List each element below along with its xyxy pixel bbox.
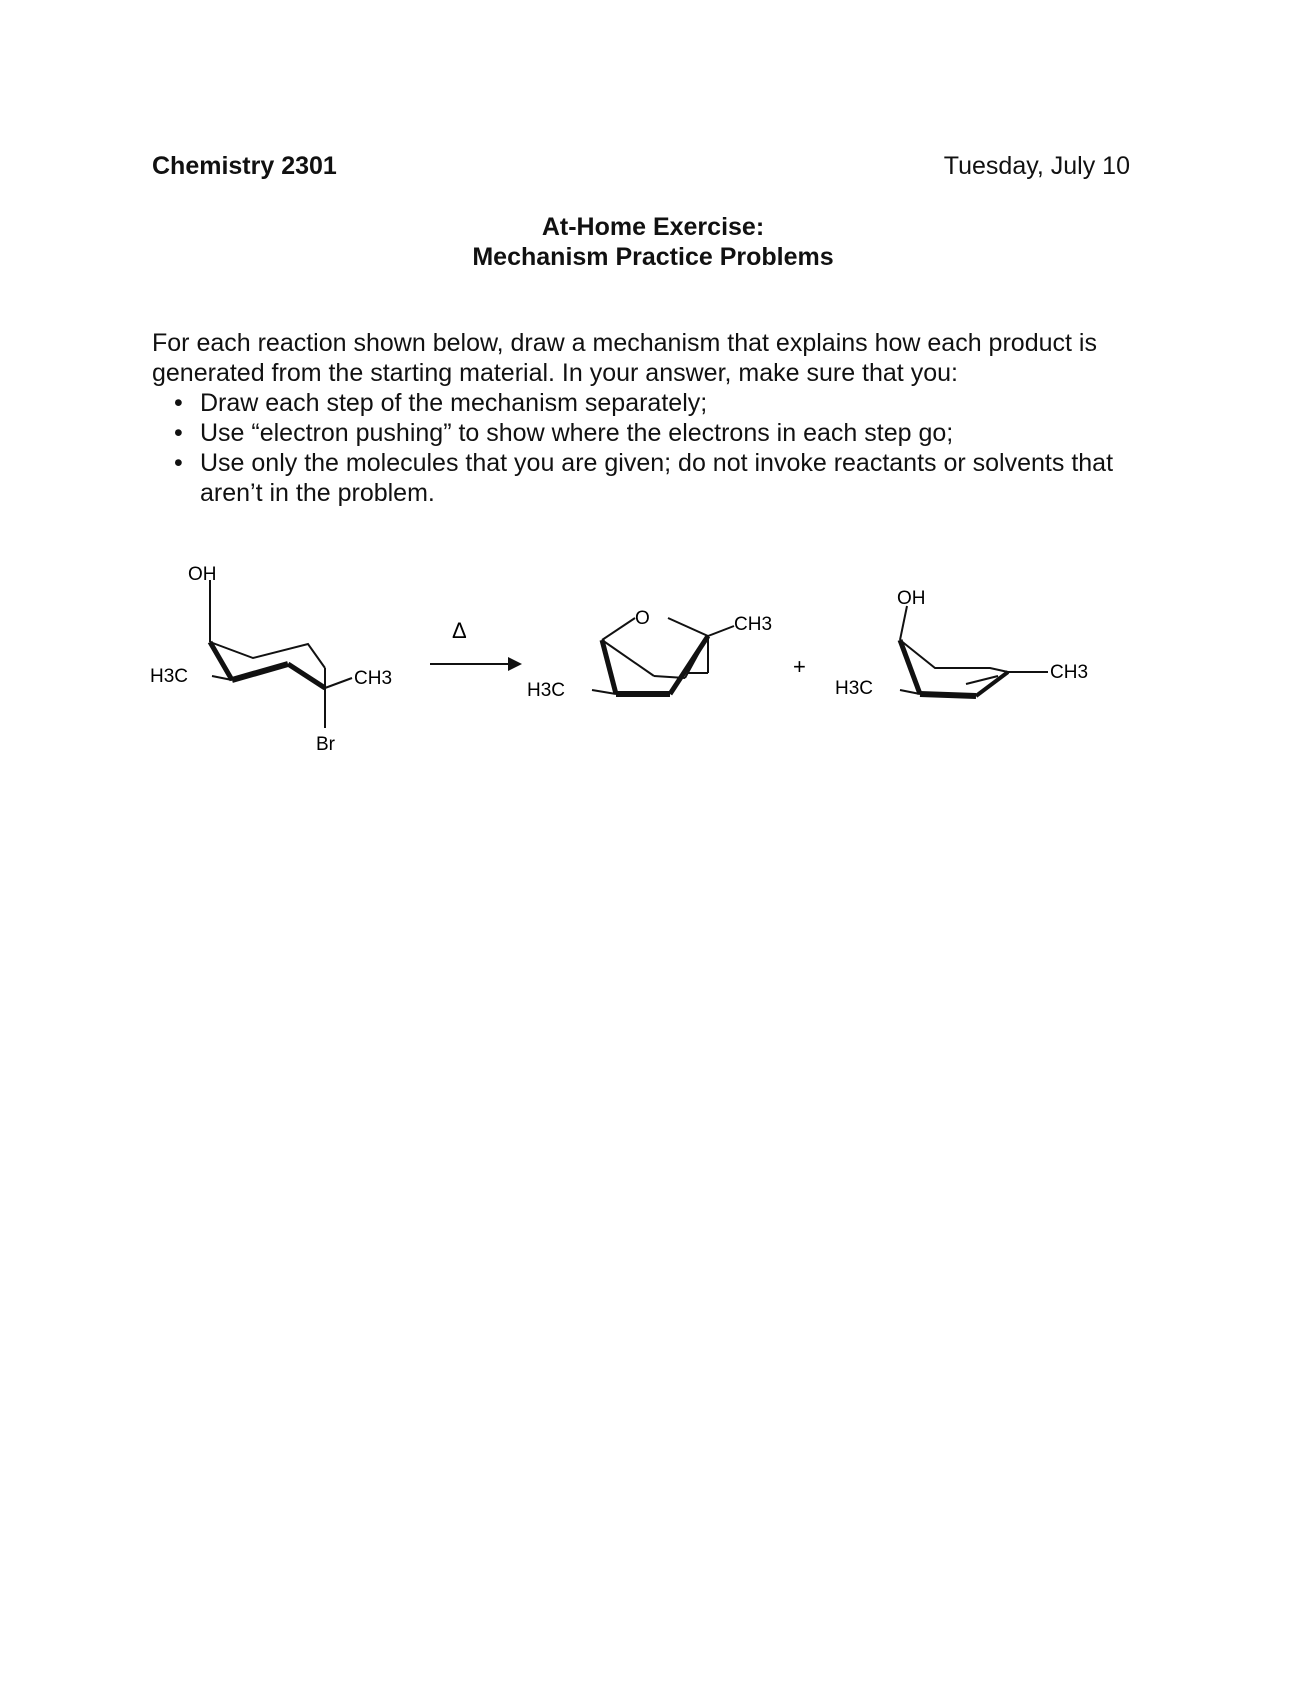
- list-item: [152, 448, 1152, 508]
- chair-front-wedge-right: [288, 664, 325, 688]
- product2-ch3-label: CH3: [1050, 662, 1089, 683]
- title-line-1: At-Home Exercise:: [541, 213, 765, 241]
- bullet-text: Use “electron pushing” to show where the electrons in each step go;: [200, 419, 954, 447]
- reactant-structure: [210, 580, 352, 728]
- ring-back-edge: [900, 640, 1008, 672]
- course-name: Chemistry 2301: [152, 152, 337, 180]
- wedge-right: [976, 672, 1008, 696]
- title-line-2: Mechanism Practice Problems: [472, 243, 834, 271]
- bullet-text: Use only the molecules that you are given; do not invoke reactants or solvents that: [200, 449, 1114, 477]
- heat-symbol: Δ: [452, 618, 467, 643]
- chair-front-wedge-left: [210, 642, 232, 680]
- c-ch3-right-bond: [325, 678, 352, 688]
- instructions: [152, 328, 1152, 508]
- product1-ch3-label: CH3: [734, 614, 773, 635]
- arrow-head-icon: [508, 657, 522, 671]
- wedge-right: [670, 636, 708, 694]
- product1-structure: [592, 618, 734, 694]
- chair-back-edge: [210, 642, 325, 668]
- bullet-icon: •: [174, 449, 183, 477]
- product1-o-label: O: [635, 608, 650, 629]
- intro-line-2: generated from the starting material. In your answer, make sure that you:: [152, 359, 958, 387]
- product1-h3c-label: H3C: [527, 680, 566, 701]
- reactant-oh-label: OH: [188, 564, 217, 585]
- bullet-text: Draw each step of the mechanism separately;: [200, 389, 708, 417]
- reactant-ch3-label: CH3: [354, 668, 393, 689]
- product2-structure: [900, 606, 1048, 696]
- o-bond-right: [668, 618, 708, 636]
- c-ch3-bond: [708, 626, 734, 636]
- bullet-icon: •: [174, 389, 183, 417]
- intro-line-1: For each reaction shown below, draw a mechanism that explains how each product is: [152, 329, 1097, 357]
- reactant-h3c-label: H3C: [150, 666, 189, 687]
- list-item: [152, 418, 1152, 448]
- page-title: [0, 212, 1306, 272]
- c-h3c-bond: [592, 690, 616, 694]
- reaction-scheme: [130, 560, 1190, 760]
- plus-sign: +: [793, 654, 806, 679]
- assignment-date: Tuesday, July 10: [943, 152, 1130, 180]
- c-oh-bond: [900, 606, 907, 640]
- chair-front-bold: [232, 664, 288, 680]
- bullet-icon: •: [174, 419, 183, 447]
- instruction-list: [152, 388, 1152, 508]
- o-bond-left: [602, 618, 635, 640]
- product2-h3c-label: H3C: [835, 678, 874, 699]
- product2-oh-label: OH: [897, 588, 926, 609]
- bullet-text-continued: aren’t in the problem.: [200, 479, 435, 507]
- list-item: [152, 388, 1152, 418]
- reactant-br-label: Br: [316, 734, 335, 755]
- front-bold: [920, 694, 976, 696]
